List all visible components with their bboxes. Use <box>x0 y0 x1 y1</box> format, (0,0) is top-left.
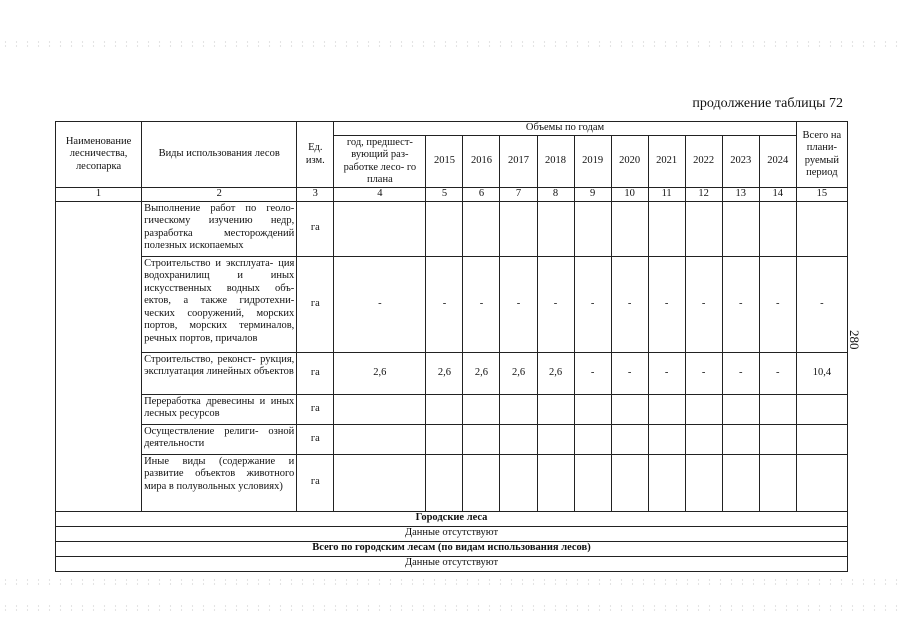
value-cell <box>426 394 463 424</box>
no-data-note: Данные отсутствуют <box>56 556 848 571</box>
value-cell: - <box>685 256 722 352</box>
value-cell <box>685 394 722 424</box>
column-number: 15 <box>796 188 847 202</box>
value-cell <box>574 201 611 256</box>
value-cell: - <box>759 352 796 394</box>
prev-year-cell <box>334 201 426 256</box>
use-type-cell: Иные виды (содержание и развитие объектов животного мира в полувольных условиях) <box>142 454 297 511</box>
header-unit: Ед. изм. <box>297 122 334 188</box>
value-cell <box>648 201 685 256</box>
column-number: 9 <box>574 188 611 202</box>
column-number: 2 <box>142 188 297 202</box>
table-row <box>56 201 848 256</box>
use-type-cell: Выполнение работ по геоло- гическому изучению недр, разработка месторождений полезных ископаемых <box>142 201 297 256</box>
section-city-forests: Городские леса <box>56 511 848 526</box>
header-prev-year: год, предшест- вующий раз- работке лесо- го плана <box>334 136 426 188</box>
column-number: 8 <box>537 188 574 202</box>
column-number: 6 <box>463 188 500 202</box>
scan-noise-bottom <box>0 578 905 586</box>
header-year: 2023 <box>722 136 759 188</box>
value-cell <box>463 424 500 454</box>
value-cell <box>722 424 759 454</box>
column-number: 1 <box>56 188 142 202</box>
header-year: 2018 <box>537 136 574 188</box>
header-year: 2016 <box>463 136 500 188</box>
value-cell <box>685 424 722 454</box>
column-number: 7 <box>500 188 537 202</box>
header-use-types: Виды использования лесов <box>142 122 297 188</box>
column-number: 10 <box>611 188 648 202</box>
value-cell <box>463 201 500 256</box>
value-cell <box>500 454 537 511</box>
table-row <box>56 352 848 394</box>
header-year: 2017 <box>500 136 537 188</box>
total-cell <box>796 424 847 454</box>
table-row <box>56 454 848 511</box>
section-row <box>56 541 848 556</box>
value-cell <box>537 454 574 511</box>
value-cell <box>537 394 574 424</box>
unit-cell: га <box>297 394 334 424</box>
value-cell <box>611 201 648 256</box>
value-cell <box>537 424 574 454</box>
total-cell <box>796 454 847 511</box>
value-cell <box>759 201 796 256</box>
header-year: 2024 <box>759 136 796 188</box>
header-year: 2015 <box>426 136 463 188</box>
forestry-name-cell <box>56 201 142 511</box>
value-cell: - <box>500 256 537 352</box>
column-number: 3 <box>297 188 334 202</box>
prev-year-cell: - <box>334 256 426 352</box>
value-cell: 2,6 <box>463 352 500 394</box>
use-type-cell: Переработка древесины и иных лесных ресурсов <box>142 394 297 424</box>
value-cell: - <box>722 256 759 352</box>
unit-cell: га <box>297 454 334 511</box>
value-cell: - <box>611 352 648 394</box>
column-number: 5 <box>426 188 463 202</box>
scan-noise-top <box>0 40 905 48</box>
value-cell: - <box>537 256 574 352</box>
value-cell: 2,6 <box>426 352 463 394</box>
value-cell <box>500 201 537 256</box>
table-row <box>56 256 848 352</box>
column-number: 13 <box>722 188 759 202</box>
value-cell <box>722 394 759 424</box>
header-volumes-by-year: Объемы по годам <box>334 122 796 136</box>
value-cell <box>574 424 611 454</box>
use-type-cell: Осуществление религи- озной деятельности <box>142 424 297 454</box>
total-cell: - <box>796 256 847 352</box>
use-type-cell: Строительство и эксплуата- ция водохранилищ и иных искусственных водных объ- ектов, а также гидротехни- ческих сооружений, морских портов, морских терминалов, речных портов, причалов <box>142 256 297 352</box>
value-cell <box>685 201 722 256</box>
value-cell <box>537 201 574 256</box>
table-row <box>56 424 848 454</box>
value-cell: - <box>611 256 648 352</box>
total-cell <box>796 201 847 256</box>
column-number: 12 <box>685 188 722 202</box>
value-cell <box>426 201 463 256</box>
table-caption: продолжение таблицы 72 <box>692 96 843 111</box>
value-cell <box>759 394 796 424</box>
header-year: 2019 <box>574 136 611 188</box>
column-number: 14 <box>759 188 796 202</box>
total-cell: 10,4 <box>796 352 847 394</box>
unit-cell: га <box>297 201 334 256</box>
table-row <box>56 394 848 424</box>
value-cell: - <box>574 352 611 394</box>
use-type-cell: Строительство, реконст- рукция, эксплуатация линейных объектов <box>142 352 297 394</box>
value-cell <box>722 201 759 256</box>
value-cell <box>759 424 796 454</box>
value-cell: - <box>574 256 611 352</box>
value-cell <box>574 454 611 511</box>
page-number: 280 <box>847 330 862 350</box>
prev-year-cell: 2,6 <box>334 352 426 394</box>
no-data-note: Данные отсутствуют <box>56 526 848 541</box>
value-cell <box>574 394 611 424</box>
value-cell <box>722 454 759 511</box>
prev-year-cell <box>334 454 426 511</box>
value-cell <box>648 424 685 454</box>
value-cell <box>426 454 463 511</box>
prev-year-cell <box>334 424 426 454</box>
value-cell: 2,6 <box>537 352 574 394</box>
header-year: 2021 <box>648 136 685 188</box>
unit-cell: га <box>297 352 334 394</box>
value-cell <box>611 424 648 454</box>
unit-cell: га <box>297 256 334 352</box>
section-total-city: Всего по городским лесам (по видам использования лесов) <box>56 541 848 556</box>
column-number: 4 <box>334 188 426 202</box>
value-cell: - <box>685 352 722 394</box>
header-total: Всего на плани- руемый период <box>796 122 847 188</box>
value-cell: 2,6 <box>500 352 537 394</box>
value-cell: - <box>722 352 759 394</box>
value-cell <box>759 454 796 511</box>
header-year: 2022 <box>685 136 722 188</box>
value-cell <box>685 454 722 511</box>
value-cell: - <box>759 256 796 352</box>
value-cell <box>648 454 685 511</box>
value-cell <box>426 424 463 454</box>
value-cell <box>463 394 500 424</box>
value-cell <box>500 424 537 454</box>
value-cell <box>611 394 648 424</box>
section-row <box>56 511 848 526</box>
header-year: 2020 <box>611 136 648 188</box>
value-cell <box>463 454 500 511</box>
section-row <box>56 556 848 571</box>
unit-cell: га <box>297 424 334 454</box>
total-cell <box>796 394 847 424</box>
column-number-row <box>56 188 848 202</box>
column-number: 11 <box>648 188 685 202</box>
prev-year-cell <box>334 394 426 424</box>
scan-noise-bottom-2 <box>0 604 905 612</box>
section-row <box>56 526 848 541</box>
value-cell: - <box>648 256 685 352</box>
value-cell <box>648 394 685 424</box>
value-cell: - <box>463 256 500 352</box>
value-cell <box>611 454 648 511</box>
header-forestry: Наименование лесничества, лесопарка <box>56 122 142 188</box>
forest-use-table <box>55 121 848 572</box>
value-cell: - <box>426 256 463 352</box>
value-cell: - <box>648 352 685 394</box>
value-cell <box>500 394 537 424</box>
